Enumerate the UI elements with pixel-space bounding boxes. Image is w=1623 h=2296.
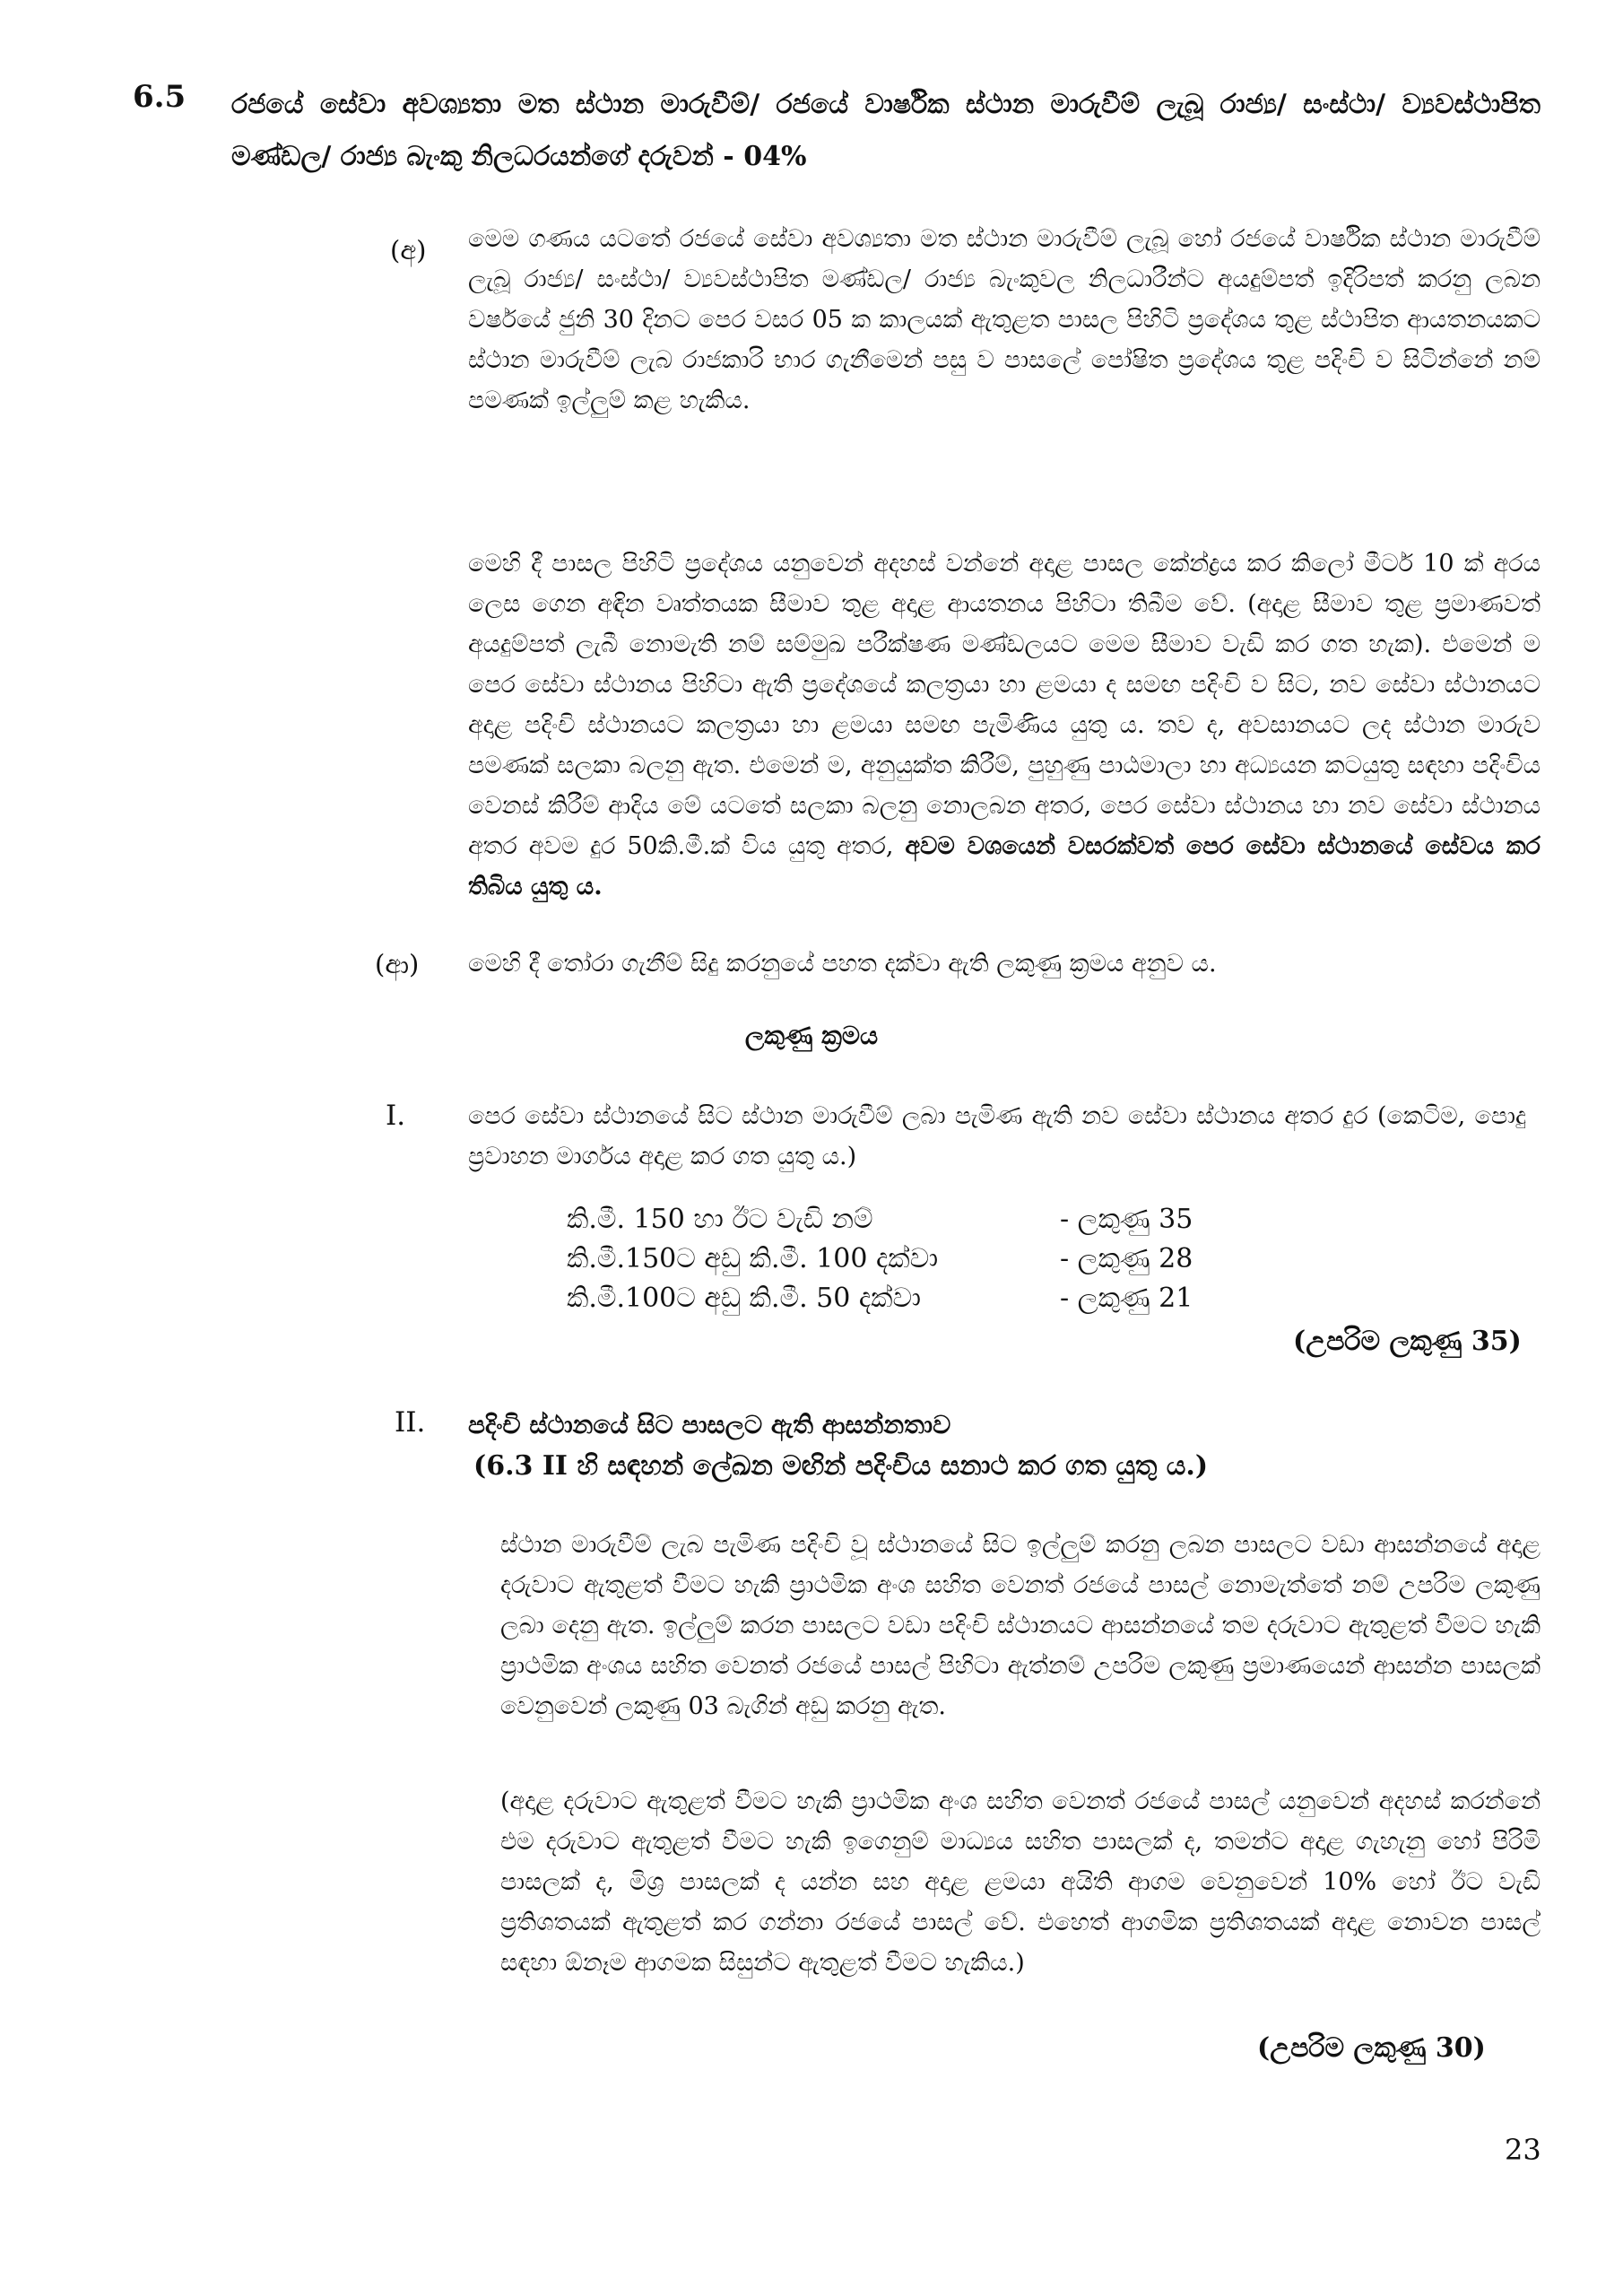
- distance-label: කි.මී. 150 හා ඊට වැඩි නම්: [567, 1204, 873, 1235]
- part-aa-marker: (ආ): [375, 949, 420, 979]
- marking-scheme-title: ලකුණු ක්‍රමය: [744, 1021, 879, 1050]
- part-aa-text: මෙහි දී තෝරා ගැනීම් සිදු කරනුයේ පහත දක්වා ඇති ලකුණු ක්‍රමය අනුව ය.: [468, 950, 1217, 978]
- table-row: [567, 1239, 1329, 1279]
- table-row: [567, 1279, 1329, 1318]
- part-a-paragraph-2-bold: අවම වශයෙන් වසරක්වත් පෙර සේවා ස්ථානයේ සේවය කර තිබිය යුතු ය.: [468, 832, 1541, 900]
- section-number: 6.5: [133, 79, 187, 115]
- part-a-paragraph-1: මෙම ගණය යටතේ රජයේ සේවා අවශ්‍යතා මත ස්ථාන මාරුවීම් ලැබූ හෝ රජයේ වාර්ෂික ස්ථාන මාරුවීම් ලැබූ රාජ්‍ය/ සංස්ථා/ ව්‍යවස්ථාපිත මණ්ඩල/ රාජ්‍ය බැංකුවල නිලධාරීන්ට අයදුම්පත් ඉදිරිපත් කරනු ලබන වර්ෂයේ ජුනි 30 දිනට පෙර වසර 05 ක කාලයක් ඇතුළත පාසල පිහිටි ප්‍රදේශය තුළ ස්ථාපිත ආයතනයකට ස්ථාන මාරුවීම් ලැබ රාජකාරි භාර ගැනීමෙන් පසු ව පාසලේ පෝෂිත ප්‍රදේශය තුළ පදිංචි ව සිටින්නේ නම් පමණක් ඉල්ලුම් කළ හැකිය.: [468, 225, 1541, 414]
- criterion-1-numeral: I.: [386, 1100, 406, 1132]
- part-a-paragraph-2: [468, 544, 1541, 907]
- distance-score-table: [567, 1200, 1329, 1318]
- section-title: රජයේ සේවා අවශ්‍යතා මත ස්ථාන මාරුවීම්/ රජයේ වාර්ෂික ස්ථාන මාරුවීම් ලැබූ රාජ්‍ය/ සංස්ථා/ ව්‍යවස්ථාපිත මණ්ඩල/ රාජ්‍ය බැංකු නිලධරයන්ගේ දරුවන් - 04%: [231, 89, 1541, 172]
- distance-score: - ලකුණු 21: [1060, 1283, 1193, 1314]
- criterion-2-max-score: (උපරිම ලකුණු 30): [1257, 2032, 1486, 2064]
- distance-label: කි.මී.150ට අඩු කි.මී. 100 දක්වා: [567, 1243, 939, 1274]
- distance-label: කි.මී.100ට අඩු කි.මී. 50 දක්වා: [567, 1283, 921, 1314]
- distance-score: - ලකුණු 28: [1060, 1243, 1193, 1274]
- criterion-2-paragraph-2: (අදාළ දරුවාට ඇතුළත් වීමට හැකි ප්‍රාථමික අංශ සහිත වෙනත් රජයේ පාසල් යනුවෙන් අදහස් කරන්නේ එම දරුවාට ඇතුළත් වීමට හැකි ඉගෙනුම් මාධ්‍යය සහිත පාසලක් ද, තමන්ට අදාළ ගැහැනු හෝ පිරිමි පාසලක් ද, මිශ්‍ර පාසලක් ද යන්න සහ අදාළ ළමයා අයිති ආගම වෙනුවෙන් 10% හෝ ඊට වැඩි ප්‍රතිශතයක් ඇතුළත් කර ගන්නා රජයේ පාසල් වේ. එහෙත් ආගමික ප්‍රතිශතයක් අදාළ නොවන පාසල් සඳහා ඕනෑම ආගමක සිසුන්ට ඇතුළත් වීමට හැකිය.): [500, 1787, 1541, 1977]
- criterion-1-max-score: (උපරිම ලකුණු 35): [1293, 1326, 1522, 1357]
- page-number: 23: [1505, 2133, 1541, 2167]
- part-a-marker: (අ): [390, 235, 427, 265]
- table-row: [567, 1200, 1329, 1239]
- criterion-1-text: පෙර සේවා ස්ථානයේ සිට ස්ථාන මාරුවීම් ලබා පැමිණ ඇති නව සේවා ස්ථානය අතර දුර (කෙටිම, පොදු ප්‍රවාහන මාර්ගය අදාළ කර ගත යුතු ය.): [468, 1102, 1526, 1170]
- criterion-2-paragraph-1: ස්ථාන මාරුවීම් ලැබ පැමිණ පදිංචි වූ ස්ථානයේ සිට ඉල්ලුම් කරනු ලබන පාසලට වඩා ආසන්නයේ අදාළ දරුවාට ඇතුළත් වීමට හැකි ප්‍රාථමික අංශ සහිත වෙනත් රජයේ පාසල් නොමැත්තේ නම් උපරිම ලකුණු ලබා දෙනු ඇත. ඉල්ලුම් කරන පාසලට වඩා පදිංචි ස්ථානයට ආසන්නයේ තම දරුවාට ඇතුළත් වීමට හැකි ප්‍රාථමික අංශය සහිත වෙනත් රජයේ පාසල් පිහිටා ඇත්නම් උපරිම ලකුණු ප්‍රමාණයෙන් ආසන්න පාසලක් වෙනුවෙන් ලකුණු 03 බැගින් අඩු කරනු ඇත.: [500, 1531, 1541, 1720]
- criterion-2-subtitle: (6.3 II හි සඳහන් ලේඛන මඟින් පදිංචිය සනාථ කර ගත යුතු ය.): [473, 1450, 1209, 1482]
- criterion-2-numeral: II.: [395, 1406, 426, 1439]
- part-a-paragraph-2-text: මෙහි දී පාසල පිහිටි ප්‍රදේශය යනුවෙන් අදහස් වන්නේ අදාළ පාසල කේන්ද්‍රය කර කිලෝ මීටර් 10 ක් අරය ලෙස ගෙන අඳින වෘත්තයක සීමාව තුළ අදාළ ආයතනය පිහිටා තිබීම වේ. (අදාළ සීමාව තුළ ප්‍රමාණවත් අයදුම්පත් ලැබී නොමැති නම් සම්මුඛ පරීක්ෂණ මණ්ඩලයට මෙම සීමාව වැඩි කර ගත හැක). එමෙන් ම පෙර සේවා ස්ථානය පිහිටා ඇති ප්‍රදේශයේ කලත්‍රයා හා ළමයා ද සමඟ පදිංචි ව සිට, නව සේවා ස්ථානයට අදාළ පදිංචි ස්ථානයට කලත්‍රයා හා ළමයා සමඟ පැමිණිය යුතු ය. තව ද, අවසානයට ලද ස්ථාන මාරුව පමණක් සලකා බලනු ඇත. එමෙන් ම, අනුයුක්ත කිරීම්, පුහුණු පාඨමාලා හා අධ්‍යයන කටයුතු සඳහා පදිංචිය වෙනස් කිරීම් ආදිය මේ යටතේ සලකා බලනු නොලබන අතර, පෙර සේවා ස්ථානය හා නව සේවා ස්ථානය අතර අවම දුර 50කි.මී.ක් විය යුතු අතර,: [468, 550, 1541, 860]
- criterion-2-title: පදිංචි ස්ථානයේ සිට පාසලට ඇති ආසන්නතාව: [468, 1410, 951, 1439]
- distance-score: - ලකුණු 35: [1060, 1204, 1193, 1235]
